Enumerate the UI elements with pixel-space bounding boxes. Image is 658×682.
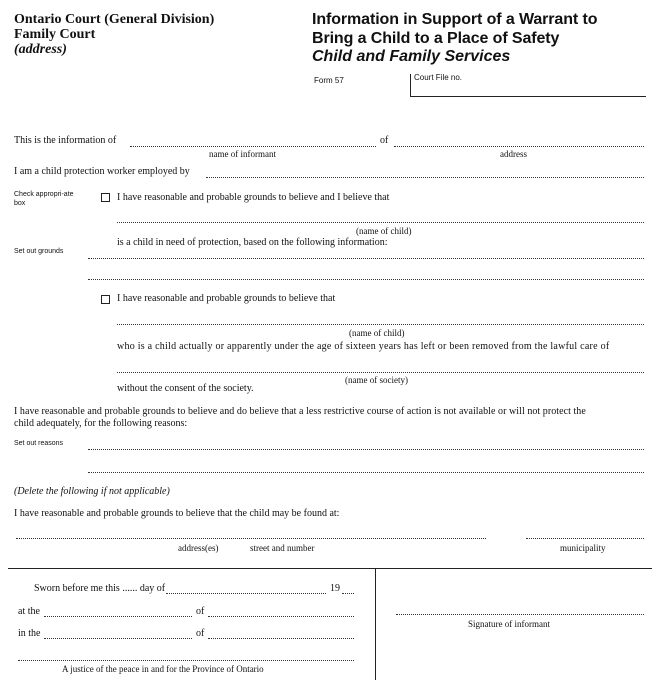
at-the-of: of [196,606,205,617]
address-caption: address(es) [178,543,219,553]
check-box-note: Check appropri-ate box [14,191,74,207]
reasons-note: Set out reasons [14,440,64,447]
informant-address-caption: address [500,149,527,159]
informant-signature-field[interactable] [396,614,644,615]
form-title-line2: Bring a Child to a Place of Safety [312,30,560,47]
grounds-checkbox-b[interactable] [101,295,110,304]
informant-address-field[interactable] [394,146,644,147]
informant-intro: This is the information of [14,135,117,146]
informant-name-caption: name of informant [209,149,276,159]
section-a-check-text: I have reasonable and probable grounds to believe and I believe that [117,192,390,203]
sworn-top-rule [8,568,652,569]
employer-field[interactable] [206,177,644,178]
location-municipality-field[interactable] [526,538,644,539]
justice-caption: A justice of the peace in and for the Province of Ontario [62,664,264,674]
street-caption: street and number [250,543,315,553]
in-the-of-field[interactable] [208,638,354,639]
restrictive-text-line1: I have reasonable and probable grounds to believe and do believe that a less restrictive course of action is not available or will not protect the [14,406,586,417]
form-number: Form 57 [314,76,344,85]
in-the-label: in the [18,628,41,639]
reasons-line-2[interactable] [88,472,644,473]
court-file-box-left [410,74,411,96]
employment-text: I am a child protection worker employed by [14,166,190,177]
court-file-box-bottom [410,96,646,97]
grounds-checkbox-a[interactable] [101,193,110,202]
society-name-field[interactable] [117,372,644,373]
at-the-field[interactable] [44,616,192,617]
society-name-caption: (name of society) [345,375,408,385]
delete-note: (Delete the following if not applicable) [14,486,170,497]
form-title-line3: Child and Family Services [312,48,511,65]
grounds-line-2[interactable] [88,279,644,280]
sworn-divider [375,568,376,680]
section-b-consent-text: without the consent of the society. [117,383,254,394]
child-name-field-b[interactable] [117,324,644,325]
at-the-label: at the [18,606,40,617]
court-file-field[interactable] [470,74,640,92]
court-file-label: Court File no. [414,73,463,82]
signature-caption: Signature of informant [468,619,550,629]
informant-name-field[interactable] [130,146,376,147]
child-name-caption-a: (name of child) [356,226,412,236]
sworn-date-field[interactable] [166,593,326,594]
form-title-line1: Information in Support of a Warrant to [312,11,598,28]
court-division: Family Court [14,27,96,42]
at-the-of-field[interactable] [208,616,354,617]
child-name-field-a[interactable] [117,222,644,223]
location-address-field[interactable] [16,538,486,539]
section-b-check-text: I have reasonable and probable grounds to believe that [117,293,336,304]
in-the-of: of [196,628,205,639]
restrictive-text-line2: child adequately, for the following reasons: [14,418,188,429]
grounds-line-1[interactable] [88,258,644,259]
found-text: I have reasonable and probable grounds to believe that the child may be found at: [14,508,340,519]
justice-signature-field[interactable] [18,660,354,661]
child-name-caption-b: (name of child) [349,328,405,338]
municipality-caption: municipality [560,543,606,553]
section-a-need-text: is a child in need of protection, based on the following information: [117,237,388,248]
section-b-age-text: who is a child actually or apparently under the age of sixteen years has left or been removed from the lawful care of [117,341,610,352]
in-the-field[interactable] [44,638,192,639]
sworn-year-field[interactable] [342,593,354,594]
informant-of: of [380,135,389,146]
court-address-caption: (address) [14,42,67,57]
court-name: Ontario Court (General Division) [14,12,215,27]
sworn-text: Sworn before me this ...... day of [34,583,166,594]
reasons-line-1[interactable] [88,449,644,450]
sworn-year: 19 [330,583,340,594]
grounds-note: Set out grounds [14,248,64,255]
